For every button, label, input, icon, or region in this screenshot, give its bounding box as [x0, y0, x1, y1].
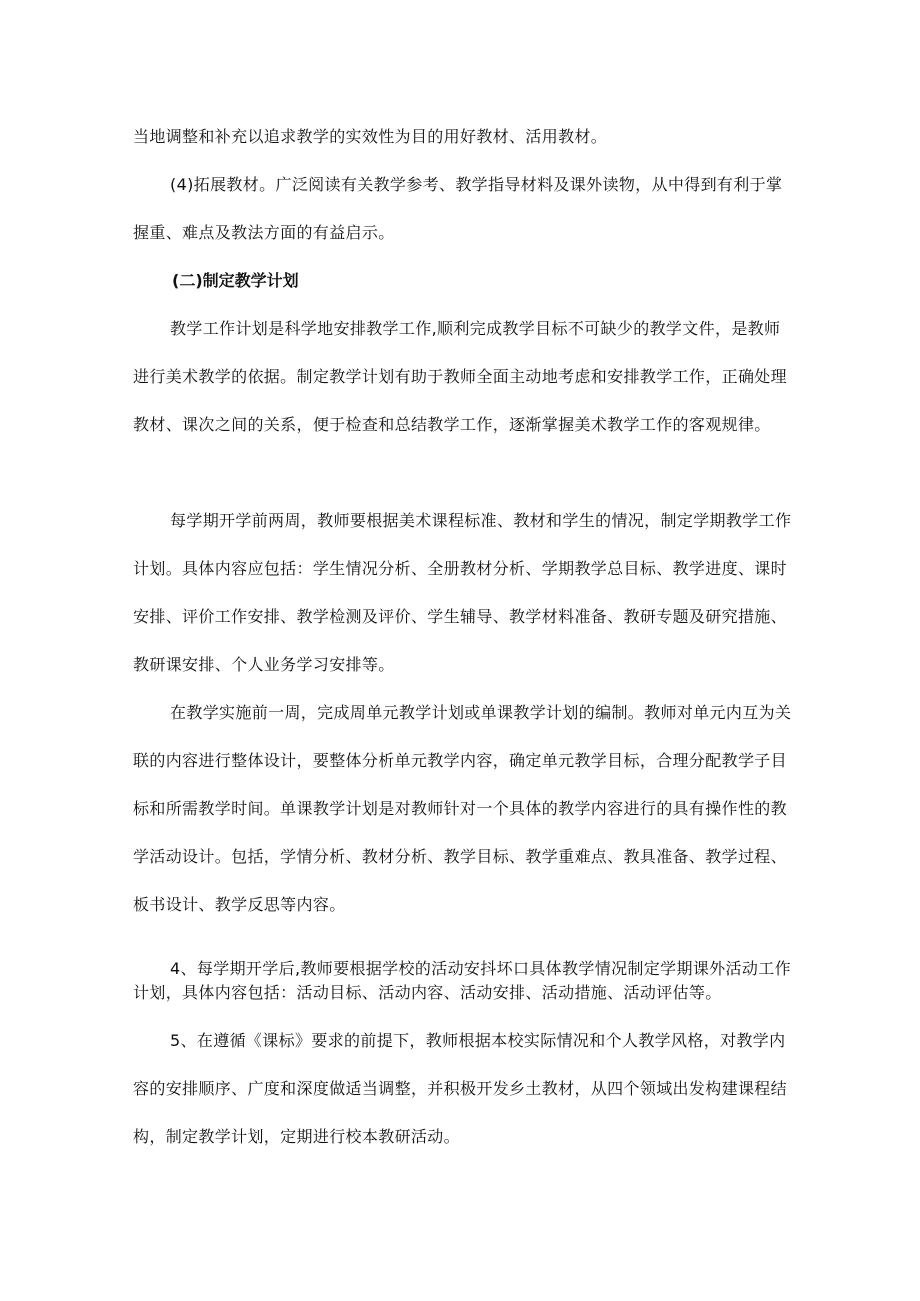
section-heading-teaching-plan: (二)制定教学计划: [172, 271, 299, 290]
paragraph-expand-textbook: (4)拓展教材。广泛阅读有关教学参考、教学指导材料及课外读物，从中得到有利于掌握重、难点及教法方面的有益启示。: [133, 175, 783, 242]
paragraph-semester-plan: 每学期开学前两周，教师要根据美术课程标准、教材和学生的情况，制定学期教学工作计划。具体内容应包括：学生情况分析、全册教材分析、学期教学总目标、教学进度、课时安排、评价工作安排、教学检测及评价、学生辅导、教学材料准备、教研专题及研究措施、教研课安排、个人业务学习安排等。: [133, 511, 792, 674]
paragraph-curriculum-adjustment: 5、在遵循《课标》要求的前提下，教师根据本校实际情况和个人教学风格，对教学内容的安排顺序、广度和深度做适当调整，并积极开发乡土教材，从四个领域出发构建课程结构，制定教学计划，定期进行校本教研活动。: [133, 1031, 788, 1146]
paragraph-extracurricular-plan: 4、每学期开学后,教师要根据学校的活动安抖坏口具体教学情况制定学期课外活动工作计划，具体内容包括：活动目标、活动内容、活动安排、活动措施、活动评估等。: [133, 959, 791, 1002]
paragraph-textbook-use-continuation: 当地调整和补充以追求教学的实效性为目的用好教材、活用教材。: [133, 127, 608, 146]
paragraph-teaching-plan-purpose: 教学工作计划是科学地安排教学工作,顺利完成教学目标不可缺少的教学文件，是教师进行美术教学的依据。制定教学计划有助于教师全面主动地考虑和安排教学工作，正确处理教材、课次之间的关系，便于检查和总结教学工作，逐渐掌握美术教学工作的客观规律。: [133, 319, 788, 434]
paragraph-unit-lesson-plan: 在教学实施前一周，完成周单元教学计划或单课教学计划的编制。教师对单元内互为关联的内容进行整体设计，要整体分析单元教学内容，确定单元教学目标，合理分配教学子目标和所需教学时间。单课教学计划是对教师针对一个具体的教学内容进行的具有操作性的教学活动设计。包括，学情分析、教材分析、教学目标、教学重难点、教具准备、教学过程、板书设计、教学反思等内容。: [133, 703, 792, 914]
